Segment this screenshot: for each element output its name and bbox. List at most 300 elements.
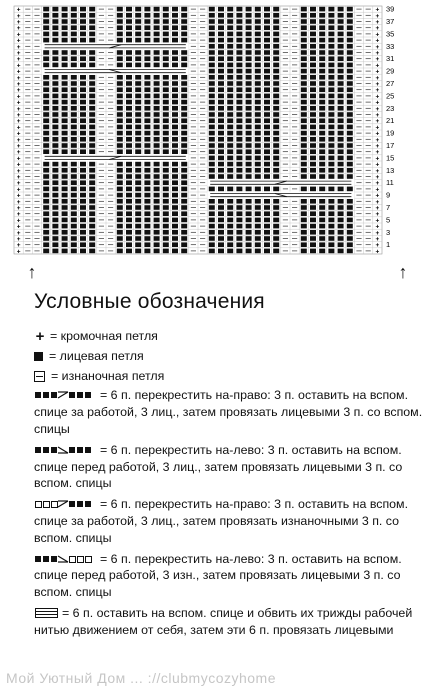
knit-stitch-mark [218, 131, 224, 136]
knit-stitch-mark [310, 125, 316, 130]
knit-stitch-mark [218, 199, 224, 204]
edge-stitch-mark: + [375, 62, 380, 70]
knit-stitch-mark [144, 162, 150, 167]
knit-stitch-mark [135, 32, 141, 37]
knit-stitch-mark [163, 242, 169, 247]
knit-stitch-mark [310, 81, 316, 86]
knit-stitch-mark [52, 230, 58, 235]
knit-stitch-mark [255, 131, 261, 136]
knit-stitch-mark [209, 25, 215, 30]
knit-stitch-mark [80, 7, 86, 12]
knit-stitch-mark [144, 50, 150, 55]
knit-stitch-mark [80, 211, 86, 216]
knit-stitch-mark [172, 112, 178, 117]
knit-stitch-mark [135, 106, 141, 111]
knit-stitch-mark [328, 81, 334, 86]
knit-stitch-mark [347, 75, 353, 80]
knit-stitch-mark [144, 143, 150, 148]
knit-stitch-mark [301, 13, 307, 18]
knit-stitch-mark [163, 94, 169, 99]
knit-stitch-mark [310, 44, 316, 49]
edge-stitch-mark: + [16, 167, 21, 175]
knit-stitch-mark [264, 44, 270, 49]
knit-stitch-mark [338, 50, 344, 55]
knit-stitch-mark [135, 100, 141, 105]
knit-stitch-mark [246, 50, 252, 55]
knit-stitch-mark [319, 50, 325, 55]
knit-stitch-mark [135, 94, 141, 99]
knit-stitch-mark [71, 13, 77, 18]
knit-stitch-mark [117, 38, 123, 43]
knit-stitch-mark [338, 131, 344, 136]
knit-stitch-mark [273, 125, 279, 130]
knit-stitch-mark [310, 19, 316, 24]
knit-stitch-mark [246, 137, 252, 142]
knit-stitch-icon [34, 352, 43, 361]
knit-stitch-mark [264, 81, 270, 86]
knit-stitch-mark [135, 143, 141, 148]
knit-stitch-mark [43, 100, 49, 105]
knit-stitch-mark [264, 87, 270, 92]
knit-stitch-mark [172, 224, 178, 229]
knit-stitch-mark [319, 118, 325, 123]
knit-stitch-mark [172, 218, 178, 223]
knit-stitch-mark [227, 100, 233, 105]
knit-stitch-mark [246, 56, 252, 61]
knit-stitch-mark [62, 87, 68, 92]
edge-stitch-mark: + [16, 105, 21, 113]
knit-stitch-mark [236, 143, 242, 148]
knit-stitch-mark [236, 211, 242, 216]
knit-stitch-mark [181, 13, 187, 18]
knit-stitch-mark [117, 187, 123, 192]
knit-stitch-mark [163, 187, 169, 192]
knit-stitch-mark [255, 13, 261, 18]
knit-stitch-mark [89, 63, 95, 68]
knit-stitch-mark [135, 205, 141, 210]
row-number-label: 3 [386, 227, 391, 237]
knit-stitch-mark [319, 162, 325, 167]
edge-stitch-mark: + [375, 236, 380, 243]
knit-stitch-mark [273, 13, 279, 18]
legend-title: Условные обозначения [34, 290, 265, 313]
knit-stitch-mark [319, 112, 325, 117]
edge-stitch-mark: + [375, 192, 380, 200]
knit-stitch-mark [80, 180, 86, 185]
knit-stitch-mark [43, 106, 49, 111]
knit-stitch-mark [227, 50, 233, 55]
knit-stitch-mark [135, 168, 141, 173]
knit-stitch-mark [154, 106, 160, 111]
knit-stitch-mark [319, 199, 325, 204]
knit-stitch-mark [273, 249, 279, 254]
knit-stitch-mark [52, 131, 58, 136]
knit-stitch-mark [218, 75, 224, 80]
knit-stitch-mark [43, 25, 49, 30]
knit-stitch-mark [181, 112, 187, 117]
knit-stitch-mark [301, 44, 307, 49]
knit-stitch-mark [328, 137, 334, 142]
knit-stitch-mark [172, 87, 178, 92]
knit-stitch-mark [43, 168, 49, 173]
knit-stitch-mark [264, 56, 270, 61]
knit-stitch-mark [89, 50, 95, 55]
knit-stitch-mark [338, 13, 344, 18]
knit-stitch-mark [347, 249, 353, 254]
knit-stitch-mark [181, 242, 187, 247]
edge-stitch-mark: + [16, 136, 21, 144]
knit-stitch-mark [62, 25, 68, 30]
edge-stitch-mark: + [16, 62, 21, 70]
knit-stitch-mark [154, 100, 160, 105]
knit-stitch-mark [80, 75, 86, 80]
knit-stitch-mark [135, 193, 141, 198]
knit-stitch-mark [319, 63, 325, 68]
knit-stitch-mark [328, 75, 334, 80]
knit-stitch-mark [172, 7, 178, 12]
knit-stitch-mark [117, 131, 123, 136]
knit-stitch-mark [227, 7, 233, 12]
knit-stitch-mark [328, 69, 334, 74]
legend-cable-left-knit: = 6 п. перекрестить на-лево: 3 п. оставить на вспом. спице перед работой, 3 лиц., затем провязать лицевыми 3 п. со вспом. спицы [34, 442, 403, 491]
knit-stitch-mark [273, 94, 279, 99]
knit-stitch-mark [80, 193, 86, 198]
knit-stitch-mark [301, 224, 307, 229]
knit-stitch-mark [144, 106, 150, 111]
knit-stitch-mark [172, 168, 178, 173]
edge-stitch-mark: + [375, 56, 380, 64]
knit-stitch-mark [328, 56, 334, 61]
knit-stitch-mark [273, 224, 279, 229]
knit-stitch-mark [71, 94, 77, 99]
knit-stitch-mark [126, 162, 132, 167]
knit-stitch-mark [43, 187, 49, 192]
knit-stitch-mark [172, 94, 178, 99]
knit-stitch-mark [117, 13, 123, 18]
knit-stitch-mark [117, 112, 123, 117]
knit-stitch-mark [319, 218, 325, 223]
knit-stitch-mark [255, 187, 261, 192]
knit-stitch-mark [172, 180, 178, 185]
knit-stitch-mark [218, 187, 224, 192]
legend-purl-stitch: = изнаночная петля [34, 368, 426, 385]
knit-stitch-mark [52, 13, 58, 18]
knit-stitch-mark [172, 75, 178, 80]
knit-stitch-mark [52, 205, 58, 210]
knit-stitch-mark [89, 87, 95, 92]
knit-stitch-mark [236, 63, 242, 68]
knit-stitch-mark [43, 249, 49, 254]
knit-stitch-mark [126, 230, 132, 235]
knit-stitch-mark [227, 149, 233, 154]
knit-stitch-mark [255, 106, 261, 111]
knit-stitch-mark [117, 236, 123, 241]
knit-stitch-mark [319, 236, 325, 241]
knit-stitch-mark [62, 7, 68, 12]
knit-stitch-mark [126, 56, 132, 61]
knit-stitch-mark [328, 187, 334, 192]
knit-stitch-mark [209, 19, 215, 24]
knit-stitch-mark [218, 125, 224, 130]
edge-stitch-mark: + [375, 211, 380, 219]
knit-stitch-mark [227, 143, 233, 148]
knit-stitch-mark [80, 13, 86, 18]
knit-stitch-mark [227, 13, 233, 18]
knit-stitch-mark [301, 168, 307, 173]
knit-stitch-mark [89, 38, 95, 43]
knit-stitch-mark [52, 100, 58, 105]
knit-stitch-mark [135, 112, 141, 117]
knit-stitch-mark [255, 224, 261, 229]
knit-stitch-mark [43, 149, 49, 154]
knit-stitch-mark [301, 149, 307, 154]
knit-stitch-mark [246, 100, 252, 105]
knit-stitch-mark [255, 87, 261, 92]
knit-stitch-mark [319, 230, 325, 235]
knit-stitch-mark [246, 162, 252, 167]
knit-stitch-mark [126, 81, 132, 86]
knit-stitch-mark [227, 236, 233, 241]
knit-stitch-mark [273, 25, 279, 30]
knit-stitch-mark [172, 137, 178, 142]
knit-stitch-mark [338, 249, 344, 254]
knit-stitch-mark [144, 193, 150, 198]
knit-stitch-mark [71, 19, 77, 24]
knit-stitch-mark [181, 143, 187, 148]
knit-stitch-mark [218, 69, 224, 74]
knit-stitch-mark [236, 112, 242, 117]
knit-stitch-mark [71, 38, 77, 43]
row-number-label: 17 [386, 141, 395, 150]
knit-stitch-mark [89, 75, 95, 80]
knit-stitch-mark [135, 19, 141, 24]
knit-stitch-mark [328, 125, 334, 130]
knit-stitch-mark [338, 81, 344, 86]
knit-stitch-mark [227, 81, 233, 86]
knit-stitch-mark [62, 174, 68, 179]
edge-stitch-mark: + [16, 74, 21, 82]
knit-stitch-mark [135, 137, 141, 142]
knit-stitch-mark [255, 50, 261, 55]
knit-stitch-mark [310, 199, 316, 204]
knit-stitch-mark [89, 7, 95, 12]
knit-stitch-mark [255, 230, 261, 235]
knit-stitch-mark [328, 174, 334, 179]
knit-stitch-mark [273, 106, 279, 111]
knit-stitch-mark [126, 174, 132, 179]
edge-stitch-mark: + [375, 217, 380, 225]
knit-stitch-mark [319, 87, 325, 92]
knit-stitch-mark [172, 125, 178, 130]
knit-stitch-mark [71, 149, 77, 154]
knit-stitch-mark [218, 38, 224, 43]
knit-stitch-mark [89, 143, 95, 148]
knit-stitch-mark [80, 187, 86, 192]
knit-stitch-mark [144, 112, 150, 117]
knit-stitch-mark [264, 38, 270, 43]
knit-stitch-mark [144, 19, 150, 24]
cable-right-knit-icon [34, 389, 98, 401]
knit-stitch-mark [71, 205, 77, 210]
knit-stitch-mark [43, 38, 49, 43]
edge-stitch-mark: + [16, 130, 21, 138]
knit-stitch-mark [273, 242, 279, 247]
knit-stitch-mark [43, 56, 49, 61]
knit-stitch-mark [236, 218, 242, 223]
edge-stitch-mark: + [16, 248, 21, 256]
knit-stitch-mark [310, 69, 316, 74]
knit-stitch-mark [264, 156, 270, 161]
knit-stitch-mark [144, 180, 150, 185]
knit-stitch-mark [126, 249, 132, 254]
knit-stitch-mark [236, 149, 242, 154]
knit-stitch-mark [218, 112, 224, 117]
legend-cable-right-purl: = 6 п. перекрестить на-право: 3 п. оставить на вспом. спице за работой, 3 лиц., затем провязать изнаночными 3 п. со вспом. спицы [34, 497, 409, 545]
knit-stitch-mark [310, 56, 316, 61]
knit-stitch-mark [154, 193, 160, 198]
knit-stitch-mark [209, 81, 215, 86]
wrap-stitch-icon [34, 607, 60, 619]
knit-stitch-mark [71, 100, 77, 105]
knit-stitch-mark [172, 19, 178, 24]
knit-stitch-mark [264, 125, 270, 130]
knit-stitch-mark [236, 236, 242, 241]
knit-stitch-mark [227, 156, 233, 161]
knit-stitch-mark [172, 50, 178, 55]
knit-stitch-mark [209, 112, 215, 117]
knit-stitch-mark [80, 205, 86, 210]
knit-stitch-mark [236, 162, 242, 167]
knit-stitch-mark [328, 162, 334, 167]
knit-stitch-mark [172, 81, 178, 86]
row-number-label: 9 [386, 190, 391, 200]
knit-stitch-mark [338, 218, 344, 223]
knit-stitch-mark [181, 168, 187, 173]
knit-stitch-mark [319, 242, 325, 247]
knit-stitch-mark [255, 249, 261, 254]
knit-stitch-mark [181, 249, 187, 254]
knit-stitch-mark [71, 230, 77, 235]
knit-stitch-mark [273, 44, 279, 49]
knit-stitch-mark [246, 149, 252, 154]
knit-stitch-mark [126, 168, 132, 173]
edge-stitch-mark: + [375, 37, 380, 45]
knit-stitch-mark [71, 180, 77, 185]
knit-stitch-mark [255, 94, 261, 99]
knit-stitch-mark [80, 87, 86, 92]
knit-stitch-mark [172, 242, 178, 247]
knit-stitch-mark [209, 149, 215, 154]
knit-stitch-mark [181, 162, 187, 167]
knit-stitch-mark [117, 75, 123, 80]
edge-stitch-mark: + [375, 143, 380, 150]
knit-stitch-mark [273, 162, 279, 167]
knit-stitch-mark [301, 249, 307, 254]
knit-stitch-mark [218, 44, 224, 49]
knit-stitch-mark [209, 44, 215, 49]
knit-stitch-mark [117, 25, 123, 30]
knit-stitch-mark [117, 56, 123, 61]
knit-stitch-mark [172, 13, 178, 18]
knit-stitch-mark [89, 25, 95, 30]
knit-stitch-mark [80, 236, 86, 241]
edge-stitch-mark: + [375, 198, 380, 206]
knit-stitch-mark [236, 81, 242, 86]
knit-stitch-mark [62, 149, 68, 154]
knit-stitch-mark [310, 224, 316, 229]
knit-stitch-mark [172, 174, 178, 179]
knit-stitch-mark [52, 224, 58, 229]
knit-stitch-mark [347, 81, 353, 86]
knit-stitch-mark [236, 156, 242, 161]
knit-stitch-mark [126, 205, 132, 210]
knit-stitch-mark [89, 106, 95, 111]
knit-stitch-mark [273, 56, 279, 61]
knit-stitch-mark [117, 63, 123, 68]
edge-stitch-mark: + [375, 6, 380, 14]
knit-stitch-mark [126, 106, 132, 111]
knit-stitch-mark [135, 81, 141, 86]
edge-stitch-mark: + [16, 81, 21, 88]
knit-stitch-mark [255, 218, 261, 223]
knit-stitch-mark [71, 81, 77, 86]
knit-stitch-mark [255, 7, 261, 12]
knit-stitch-mark [80, 38, 86, 43]
knit-stitch-mark [43, 199, 49, 204]
knit-stitch-mark [163, 50, 169, 55]
knit-stitch-mark [144, 25, 150, 30]
knit-stitch-mark [236, 168, 242, 173]
knit-stitch-mark [236, 100, 242, 105]
knit-stitch-mark [126, 211, 132, 216]
knit-stitch-mark [181, 56, 187, 61]
knit-stitch-mark [246, 106, 252, 111]
knit-stitch-mark [163, 125, 169, 130]
knit-stitch-mark [338, 94, 344, 99]
knit-stitch-mark [144, 242, 150, 247]
knit-stitch-mark [154, 13, 160, 18]
knit-stitch-mark [181, 224, 187, 229]
knit-stitch-mark [172, 100, 178, 105]
edge-stitch-mark: + [375, 136, 380, 144]
knit-stitch-mark [52, 56, 58, 61]
knit-stitch-mark [236, 56, 242, 61]
knit-stitch-mark [52, 63, 58, 68]
knit-stitch-mark [209, 218, 215, 223]
knit-stitch-mark [172, 106, 178, 111]
knit-stitch-mark [154, 118, 160, 123]
knit-stitch-mark [80, 56, 86, 61]
knit-stitch-mark [163, 32, 169, 37]
knit-stitch-mark [163, 38, 169, 43]
knit-stitch-mark [62, 249, 68, 254]
knit-stitch-mark [126, 50, 132, 55]
knit-stitch-mark [347, 211, 353, 216]
knit-stitch-mark [62, 211, 68, 216]
knit-stitch-mark [310, 94, 316, 99]
knit-stitch-mark [172, 193, 178, 198]
edge-stitch-mark: + [16, 205, 21, 212]
knit-stitch-mark [43, 174, 49, 179]
knit-stitch-mark [310, 7, 316, 12]
knit-stitch-mark [310, 174, 316, 179]
knit-stitch-mark [163, 87, 169, 92]
knit-stitch-mark [347, 94, 353, 99]
knit-stitch-mark [62, 224, 68, 229]
knit-stitch-mark [154, 168, 160, 173]
knit-stitch-mark [89, 174, 95, 179]
knit-stitch-mark [43, 162, 49, 167]
